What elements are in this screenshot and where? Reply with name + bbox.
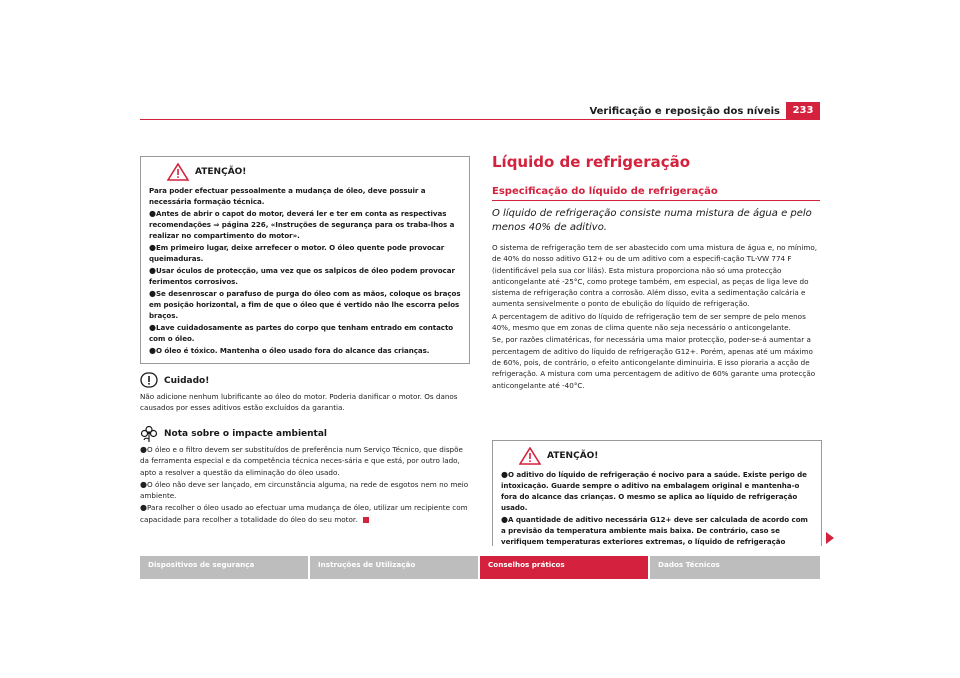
bullet-icon: ●: [501, 470, 508, 479]
bullet-icon: ●: [149, 266, 156, 275]
body-paragraph: Se, por razões climatéricas, for necessária uma maior protecção, poder-se-á aumentar a percentagem de aditivo do líquido de refrigeração G12+. Porém, apenas até um máximo de 60%, pois, de contrário, o efeito anticongelante diminuiria. E isso pioraria a acção de refrigeração. A mistura com uma percentagem de aditivo de 60% garante uma protecção anticongelante até -40°C.: [492, 335, 816, 390]
caution-text: Não adicione nenhum lubrificante ao óleo do motor. Poderia danificar o motor. Os danos causados por esses aditivos estão excluídos da garantia.: [140, 392, 458, 413]
continue-arrow-icon: [826, 532, 834, 544]
caution-section: [140, 372, 470, 414]
body-paragraph: A percentagem de aditivo do líquido de refrigeração tem de ser sempre de pelo menos 40%, mesmo que em zonas de clima quente não seja necessário o anticongelante.: [492, 311, 806, 333]
bullet-icon: ●: [501, 515, 508, 524]
warning-triangle-icon: [519, 447, 541, 465]
bullet-icon: ●: [149, 209, 156, 218]
bullet-icon: ●: [140, 445, 147, 454]
environment-item: ●O óleo não deve ser lançado, em circunstância alguma, na rede de esgotos nem no meio ambiente.: [140, 479, 469, 501]
environment-item: ●O óleo e o filtro devem ser substituídos de preferência num Serviço Técnico, que dispõe da ferramenta especial e da competência técnica neces-sária e que está, por outro lado, apto a resolver a questão da eliminação do óleo usado.: [140, 445, 463, 477]
warning-item: ●Antes de abrir o capot do motor, deverá ler e ter em conta as respectivas recomendações ⇒ página 226, «Instruções de segurança para os traba-lhos a realizar no compartimento do motor».: [149, 209, 455, 240]
header-rule: [140, 119, 820, 120]
caution-title: Cuidado!: [164, 376, 210, 386]
lead-text: O líquido de refrigeração consiste numa mistura de água e pelo menos 40% de aditivo.: [492, 208, 812, 233]
caution-header: [140, 372, 470, 390]
coolant-body: [492, 242, 822, 392]
warning-triangle-icon: [167, 163, 189, 181]
warning-item: ●O aditivo do líquido de refrigeração é nocivo para a saúde. Existe perigo de intoxicação. Guarde sempre o aditivo na embalagem original e mantenha-o fora do alcance das crianças. O mesmo se aplica ao líquido de refrigeração usado.: [501, 470, 807, 512]
section-end-marker-icon: [363, 517, 369, 523]
bullet-icon: ●: [149, 243, 156, 252]
bullet-icon: ●: [140, 503, 147, 513]
section-title: Líquido de refrigeração: [492, 153, 691, 171]
environment-body: [140, 444, 470, 525]
page-number: 233: [786, 102, 820, 119]
warning-item: ●A quantidade de aditivo necessária G12+ deve ser calculada de acordo com a previsão da temperatura ambiente mais baixa. De contrário, caso se verifiquem temperaturas exteriores extremas, o líquido de refrigeração: [501, 515, 808, 546]
warning-box-oil-change: [140, 156, 470, 364]
caution-exclamation-icon: [140, 372, 158, 390]
warning-item: ●O óleo é tóxico. Mantenha o óleo usado fora do alcance das crianças.: [149, 346, 430, 355]
warning-item: ●Se desenroscar o parafuso de purga do óleo com as mãos, coloque os braços em posição horizontal, a fim de que o óleo que é vertido não lhe escorra pelos braços.: [149, 289, 461, 320]
page-header-title: Verificação e reposição dos níveis: [589, 106, 780, 117]
warning-body: [501, 469, 813, 547]
warning-header: [519, 447, 813, 465]
bullet-icon: ●: [149, 289, 156, 298]
warning-title: ATENÇÃO!: [547, 451, 599, 461]
warning-header: [167, 163, 461, 181]
flower-environment-icon: [140, 425, 158, 443]
tab-conselhos-praticos[interactable]: Conselhos práticos: [480, 556, 648, 579]
environment-item: ●Para recolher o óleo usado ao efectuar uma mudança de óleo, utilizar um recipiente com capacidade para recolher a totalidade do óleo do seu motor.: [140, 503, 468, 524]
warning-intro: Para poder efectuar pessoalmente a mudança de óleo, deve possuir a necessária formação técnica.: [149, 186, 426, 206]
environment-note-section: [140, 425, 470, 526]
warning-box-coolant: [492, 440, 822, 546]
bullet-icon: ●: [149, 323, 156, 332]
tab-dispositivos-seguranca[interactable]: Dispositivos de segurança: [140, 556, 308, 579]
warning-item: ●Usar óculos de protecção, uma vez que os salpicos de óleo podem provocar ferimentos corrosivos.: [149, 266, 455, 286]
body-paragraph: O sistema de refrigeração tem de ser abastecido com uma mistura de água e, no mínimo, de 40% do nosso aditivo G12+ ou de um aditivo com a especifi-cação TL-VW 774 F (identificável pela sua cor lilás). Esta mistura proporciona não só uma protecção anticongelante até -25°C, como protege também, em especial, as peças de liga leve do sistema de refrigeração contra a corrosão. Além disso, evita a sedimentação calcária e aumenta sensivelmente o ponto de ebulição do líquido de refrigeração.: [492, 243, 818, 309]
tab-instrucoes-utilizacao[interactable]: Instruções de Utilização: [310, 556, 478, 579]
bullet-icon: ●: [149, 346, 156, 355]
environment-title: Nota sobre o impacte ambiental: [164, 429, 328, 439]
bullet-icon: ●: [140, 479, 147, 489]
warning-item: ●Em primeiro lugar, deixe arrefecer o motor. O óleo quente pode provocar queimaduras.: [149, 243, 445, 263]
warning-title: ATENÇÃO!: [195, 167, 247, 177]
warning-item: ●Lave cuidadosamente as partes do corpo que tenham entrado em contacto com o óleo.: [149, 323, 454, 343]
subsection-rule: [492, 200, 820, 201]
environment-header: [140, 425, 470, 443]
tab-dados-tecnicos[interactable]: Dados Técnicos: [650, 556, 820, 579]
subsection-title: Especificação do líquido de refrigeração: [492, 186, 718, 197]
warning-body: [149, 185, 461, 356]
